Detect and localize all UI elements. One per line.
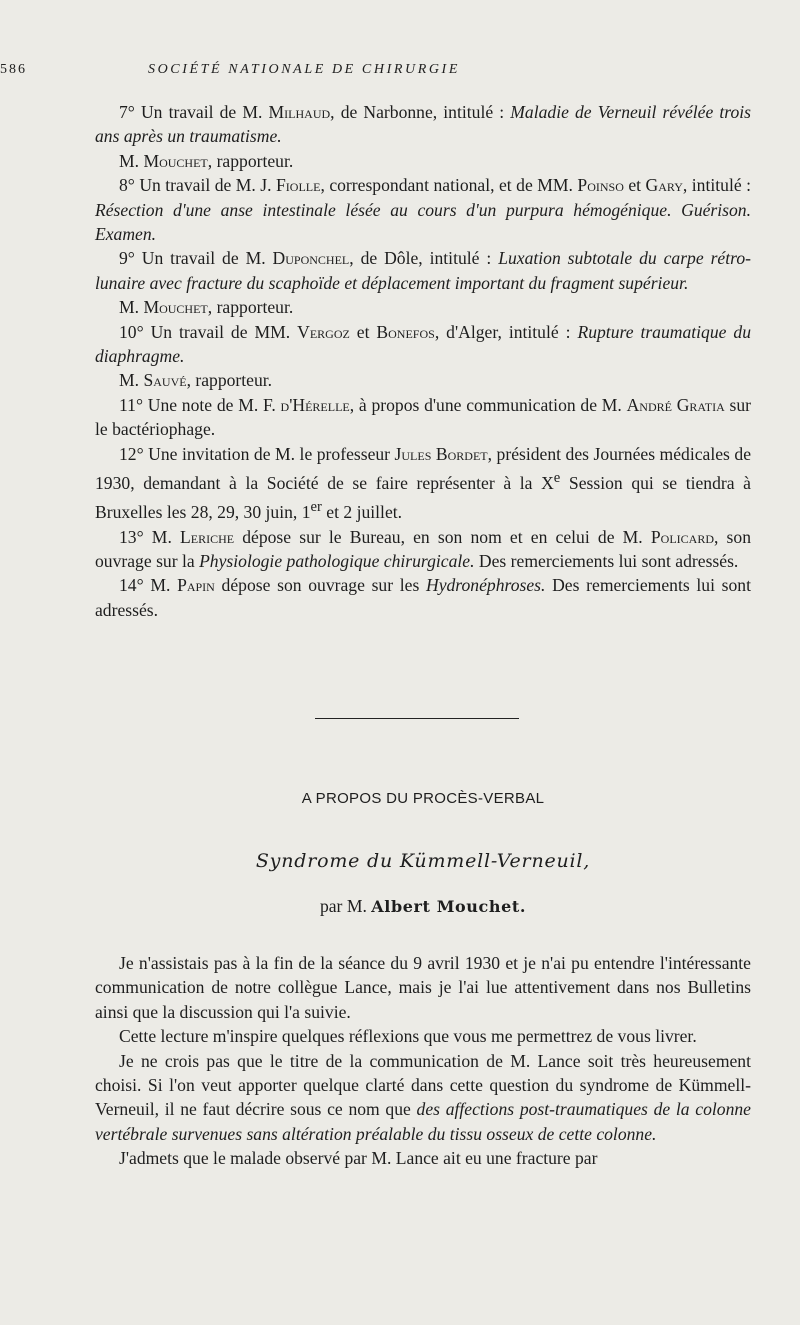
- article-body: [95, 951, 751, 1171]
- item-7: 7° Un travail de M. Milhaud, de Narbonne, intitulé : Maladie de Verneuil révélée trois ans après un traumatisme.: [95, 102, 751, 147]
- section-divider: [315, 718, 519, 719]
- correspondence-list: [95, 100, 751, 622]
- item-12: 12° Une invitation de M. le professeur Jules Bordet, président des Journées médicales de 1930, demandant à la Société de se faire représenter à la Xe Session qui se tiendra à Bruxelles les 28, 29, 30 juin, 1er et 2 juillet.: [95, 443, 752, 523]
- running-head: SOCIÉTÉ NATIONALE DE CHIRURGIE: [148, 62, 460, 77]
- running-header: [0, 62, 656, 84]
- item-9: 9° Un travail de M. Duponchel, de Dôle, intitulé : Luxation subtotale du carpe rétro-lunaire avec fracture du scaphoïde et déplacement important du fragment supérieur.: [95, 248, 751, 293]
- body-paragraph-3: Je ne crois pas que le titre de la communication de M. Lance soit très heureusement choisi. Si l'on veut apporter quelque clarté dans cette question du syndrome de Kümmell-Verneuil, il ne faut décrire sous ce nom que des affections post-traumatiques de la colonne vertébrale survenues sans altération préalable du tissu osseux de cette colonne.: [95, 1050, 751, 1144]
- item-14: 14° M. Papin dépose son ouvrage sur les Hydronéphroses. Des remerciements lui sont adressés.: [95, 575, 751, 620]
- body-paragraph-1: Je n'assistais pas à la fin de la séance du 9 avril 1930 et je n'ai pu entendre l'intéressante communication de notre collègue Lance, mais je l'ai lue attentivement dans nos Bulletins ainsi que la discussion qui l'a suivie.: [95, 953, 751, 1022]
- item-13: 13° M. Leriche dépose sur le Bureau, en son nom et en celui de M. Policard, son ouvrage sur la Physiologie pathologique chirurgicale. Des remerciements lui sont adressés.: [95, 526, 751, 572]
- body-paragraph-2: Cette lecture m'inspire quelques réflexions que vous me permettrez de vous livrer.: [119, 1026, 697, 1047]
- byline: par M. Albert Mouchet.: [319, 896, 527, 916]
- rapporteur-3: M. Sauvé, rapporteur.: [119, 370, 273, 391]
- item-11: 11° Une note de M. F. d'Hérelle, à propos d'une communication de M. André Gratia sur le bactériophage.: [95, 394, 752, 440]
- article-title: Syndrome du Kümmell-Verneuil,: [255, 850, 591, 872]
- body-paragraph-4: J'admets que le malade observé par M. Lance ait eu une fracture par: [119, 1148, 598, 1169]
- section-title: A PROPOS DU PROCÈS-VERBAL: [301, 790, 545, 807]
- page-number: 586: [0, 62, 27, 77]
- rapporteur-2: M. Mouchet, rapporteur.: [119, 297, 294, 318]
- author-name: Albert Mouchet.: [371, 897, 527, 916]
- rapporteur-1: M. Mouchet, rapporteur.: [119, 150, 294, 171]
- item-10: 10° Un travail de MM. Vergoz et Bonefos, d'Alger, intitulé : Rupture traumatique du diaphragme.: [95, 321, 751, 367]
- item-8: 8° Un travail de M. J. Fiolle, correspondant national, et de MM. Poinso et Gary, intitulé : Résection d'une anse intestinale lésée au cours d'un purpura hémogénique. Guérison. Examen.: [95, 175, 751, 245]
